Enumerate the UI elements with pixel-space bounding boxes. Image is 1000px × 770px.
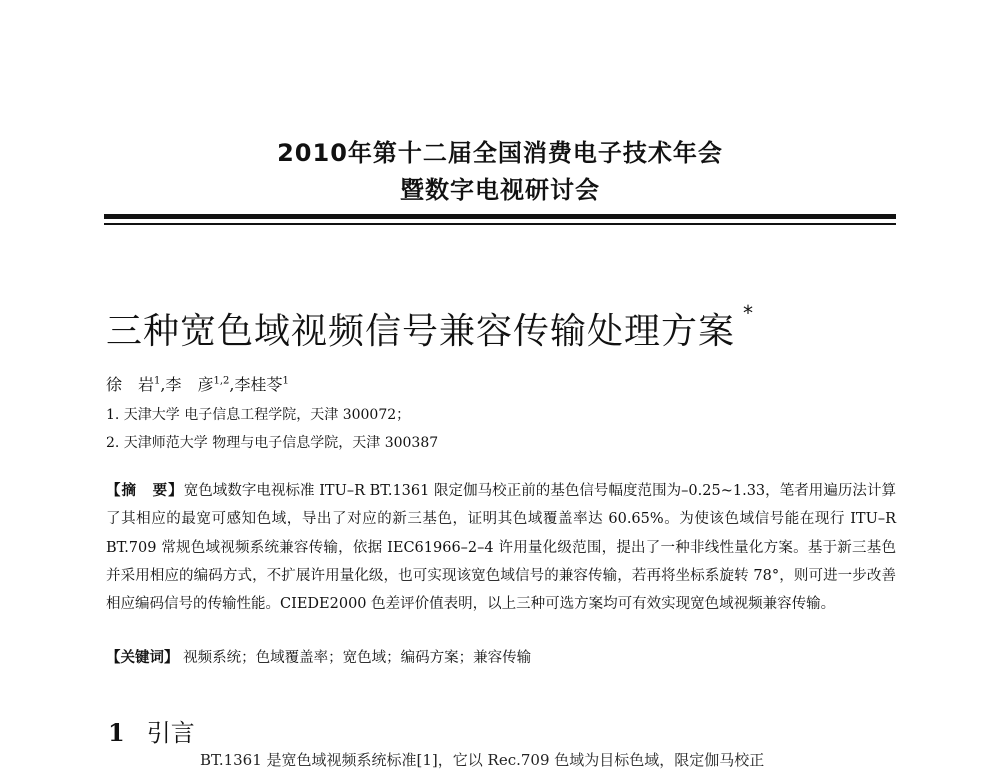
section-heading [108,713,195,748]
header-rule-thick [104,214,896,219]
header-rule-thin [104,223,896,225]
author-name: 徐 岩 [106,375,155,394]
abstract-text: 宽色域数字电视标准 ITU–R BT.1361 限定伽马校正前的基色信号幅度范围为–0.25~1.33，笔者用遍历法计算了其相应的最宽可感知色域，导出了对应的新三基色，证明其色域覆盖率达 60.65%。为使该色域信号能在现行 ITU–R BT.709 常规色域视频系统兼容传输，依据 IEC61966–2–4 许用量化级范围，提出了一种非线性量化方案。基于新三基色并采用相应的编码方式，不扩展许用量化级，也可实现该宽色域信号的兼容传输，若再将坐标系旋转 78°，则可进一步改善相应编码信号的传输性能。CIEDE2000 色差评价值表明，以上三种可选方案均可有效实现宽色域视频兼容传输。 [106,483,896,613]
affiliation-1: 1. 天津大学 电子信息工程学院，天津 300072； [106,407,411,423]
author-affiliation-mark: 1 [154,375,161,387]
author-affiliation-mark: 1,2 [213,375,230,387]
affiliation-2: 2. 天津师范大学 物理与电子信息学院，天津 300387 [106,435,439,451]
section-number: 1 [108,718,125,747]
body-text-line: BT.1361 是宽色域视频系统标准[1]，它以 Rec.709 色域为目标色域，限定伽马校正 [200,751,765,769]
keywords [106,646,531,667]
abstract-label: 【摘 要】 [106,482,184,499]
paper-title [106,303,754,354]
abstract [106,477,896,618]
author-name: 李 彦 [165,375,214,394]
conference-title-line2: 暨数字电视研讨会 [400,176,600,204]
author-list: 徐 岩$^1$,李 彦$^{1,2}$,李桂苓$^1$ [106,375,289,394]
keywords-label: 【关键词】 [106,649,179,666]
author-affiliation-mark: 1 [282,375,289,387]
title-footnote-mark: * [743,301,755,325]
section-title: 引言 [146,719,195,747]
author-name: 李桂苓 [234,375,283,394]
keywords-text: 视频系统；色域覆盖率；宽色域；编码方案；兼容传输 [183,650,532,666]
paper-title-text: 三种宽色域视频信号兼容传输处理方案 [106,311,736,352]
conference-title-line1: 2010年第十二届全国消费电子技术年会 [277,139,723,167]
